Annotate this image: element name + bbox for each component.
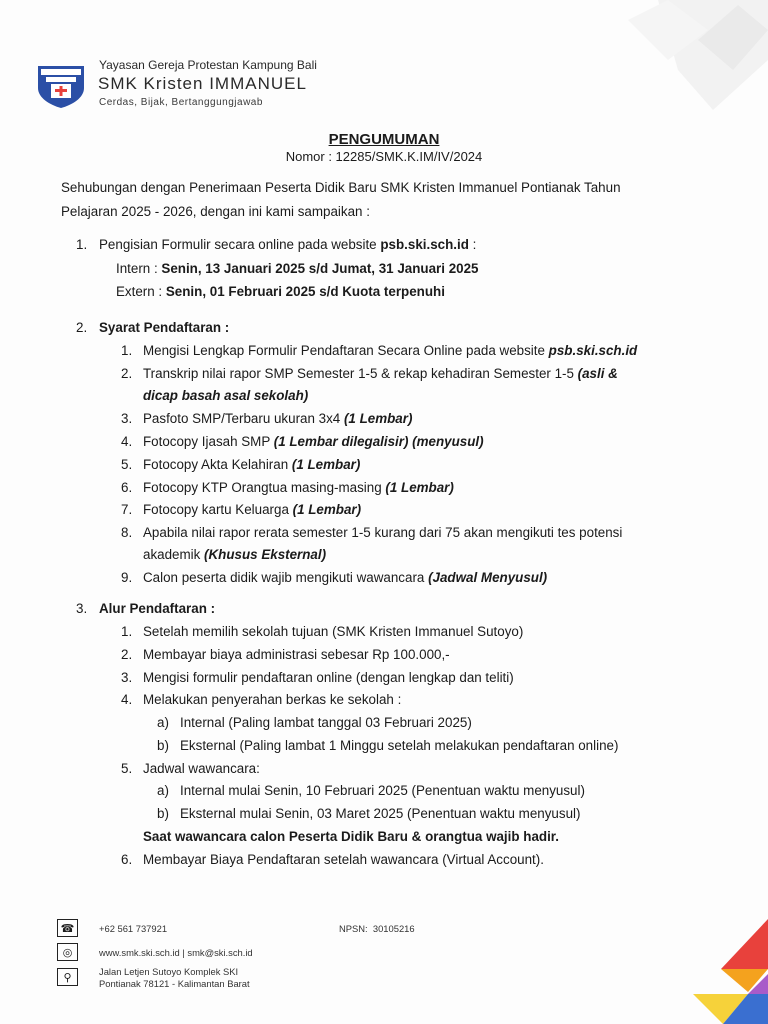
requirement-item: 7. Fotocopy kartu Keluarga (1 Lembar) bbox=[121, 502, 362, 517]
requirement-item: 9. Calon peserta didik wajib mengikuti wawancara (Jadwal Menyusul) bbox=[121, 570, 548, 585]
decorative-corner bbox=[693, 914, 768, 1024]
footer-web: www.smk.ski.sch.id | smk@ski.sch.id bbox=[99, 947, 253, 958]
school-name: SMK Kristen IMMANUEL bbox=[98, 74, 307, 93]
section-1-text: Pengisian Formulir secara online pada website psb.ski.sch.id : bbox=[99, 237, 477, 252]
footer-phone: +62 561 737921 bbox=[99, 923, 168, 934]
flow-subitem: Internal mulai Senin, 10 Februari 2025 (Penentuan waktu menyusul) bbox=[180, 783, 585, 798]
footer-npsn: NPSN: 30105216 bbox=[339, 923, 415, 934]
document-title: PENGUMUMAN bbox=[328, 131, 440, 148]
decorative-pattern bbox=[508, 0, 768, 110]
interview-note: Saat wawancara calon Peserta Didik Baru & orangtua wajib hadir. bbox=[143, 829, 559, 844]
website-link[interactable]: psb.ski.sch.id bbox=[380, 237, 469, 252]
requirement-item-continued: akademik (Khusus Eksternal) bbox=[143, 547, 327, 562]
section-1-number: 1. bbox=[76, 237, 88, 252]
flow-subitem: Eksternal mulai Senin, 03 Maret 2025 (Penentuan waktu menyusul) bbox=[180, 806, 581, 821]
phone-icon: ☎ bbox=[57, 919, 78, 937]
flow-subitem: Eksternal (Paling lambat 1 Minggu setelah melakukan pendaftaran online) bbox=[180, 738, 619, 753]
flow-item-number: 5. bbox=[121, 761, 133, 776]
footer-address-2: Pontianak 78121 - Kalimantan Barat bbox=[99, 978, 250, 989]
intern-schedule: Intern : Senin, 13 Januari 2025 s/d Jumat, 31 Januari 2025 bbox=[116, 261, 479, 276]
flow-item-number: 3. bbox=[121, 670, 133, 685]
school-tagline: Cerdas, Bijak, Bertanggungjawab bbox=[99, 97, 263, 108]
flow-subitem: Internal (Paling lambat tanggal 03 Februari 2025) bbox=[180, 715, 472, 730]
document-number: Nomor : 12285/SMK.K.IM/IV/2024 bbox=[285, 149, 483, 164]
flow-item-number: 1. bbox=[121, 624, 133, 639]
requirement-item: 1. Mengisi Lengkap Formulir Pendaftaran Secara Online pada website psb.ski.sch.id bbox=[121, 343, 638, 358]
section-3-heading: Alur Pendaftaran : bbox=[99, 601, 216, 616]
section-3-number: 3. bbox=[76, 601, 88, 616]
section-2-number: 2. bbox=[76, 320, 88, 335]
intro-line-2: Pelajaran 2025 - 2026, dengan ini kami sampaikan : bbox=[61, 204, 370, 219]
footer-address-1: Jalan Letjen Sutoyo Komplek SKI bbox=[99, 966, 239, 977]
flow-item-number: 4. bbox=[121, 692, 133, 707]
requirement-item: 6. Fotocopy KTP Orangtua masing-masing (1 Lembar) bbox=[121, 480, 454, 495]
location-icon: ⚲ bbox=[57, 968, 78, 986]
flow-item-number: 2. bbox=[121, 647, 133, 662]
flow-item: Melakukan penyerahan berkas ke sekolah : bbox=[143, 692, 402, 707]
web-icon: ◎ bbox=[57, 943, 78, 961]
flow-subitem-letter: a) bbox=[157, 715, 169, 730]
flow-subitem-letter: b) bbox=[157, 806, 169, 821]
requirement-item: 3. Pasfoto SMP/Terbaru ukuran 3x4 (1 Lembar) bbox=[121, 411, 413, 426]
school-logo bbox=[36, 62, 86, 108]
intro-line-1: Sehubungan dengan Penerimaan Peserta Didik Baru SMK Kristen Immanuel Pontianak Tahun bbox=[61, 180, 621, 195]
requirement-item: 8. Apabila nilai rapor rerata semester 1-5 kurang dari 75 akan mengikuti tes potensi bbox=[121, 525, 623, 540]
requirement-item: 5. Fotocopy Akta Kelahiran (1 Lembar) bbox=[121, 457, 361, 472]
flow-item: Membayar Biaya Pendaftaran setelah wawancara (Virtual Account). bbox=[143, 852, 544, 867]
requirement-item-continued: dicap basah asal sekolah) bbox=[143, 388, 309, 403]
flow-item: Jadwal wawancara: bbox=[143, 761, 260, 776]
flow-item: Setelah memilih sekolah tujuan (SMK Kristen Immanuel Sutoyo) bbox=[143, 624, 524, 639]
requirement-item: 2. Transkrip nilai rapor SMP Semester 1-5 & rekap kehadiran Semester 1-5 (asli & bbox=[121, 366, 618, 381]
flow-subitem-letter: b) bbox=[157, 738, 169, 753]
extern-schedule: Extern : Senin, 01 Februari 2025 s/d Kuota terpenuhi bbox=[116, 284, 445, 299]
flow-item-number: 6. bbox=[121, 852, 133, 867]
flow-subitem-letter: a) bbox=[157, 783, 169, 798]
requirement-item: 4. Fotocopy Ijasah SMP (1 Lembar dilegalisir) (menyusul) bbox=[121, 434, 484, 449]
foundation-name: Yayasan Gereja Protestan Kampung Bali bbox=[99, 58, 317, 72]
flow-item: Mengisi formulir pendaftaran online (dengan lengkap dan teliti) bbox=[143, 670, 514, 685]
section-2-heading: Syarat Pendaftaran : bbox=[99, 320, 230, 335]
flow-item: Membayar biaya administrasi sebesar Rp 100.000,- bbox=[143, 647, 450, 662]
